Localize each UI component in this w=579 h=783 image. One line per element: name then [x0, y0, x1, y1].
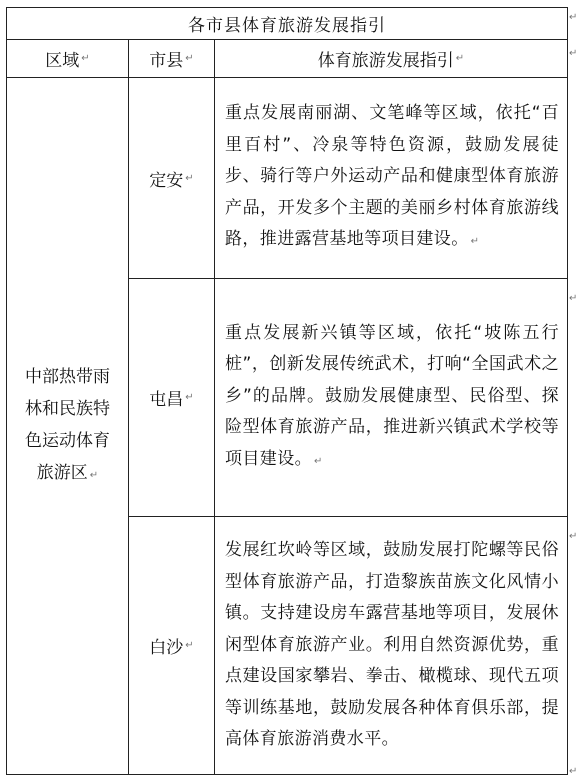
region-name: 中部热带雨林和民族特色运动体育旅游区 [25, 366, 110, 483]
paragraph-mark: ↵ [569, 12, 578, 23]
guide-cell [215, 279, 567, 516]
paragraph-mark: ↵ [470, 236, 480, 248]
guide-text: 重点发展南丽湖、文笔峰等区域，依托“百里百村”、冷泉等特色资源，鼓励发展徒步、骑行等户外运动产品和健康型体育旅游产品，开发多个主题的美丽乡村体育旅游线路，推进露营基地等项目建设。 [225, 103, 559, 250]
header-region-label: 区域 [45, 51, 80, 71]
paragraph-mark: ↵ [185, 640, 194, 651]
paragraph-mark: ↵ [185, 172, 194, 184]
paragraph-mark: ↵ [314, 455, 323, 467]
guide-table [6, 7, 568, 775]
paragraph-mark: ↵ [569, 531, 578, 542]
paragraph-mark: ↵ [81, 53, 90, 64]
county-cell [129, 517, 214, 774]
paragraph-mark: ↵ [89, 469, 99, 481]
header-county-label: 市县 [149, 51, 184, 71]
guide-text: 发展红坎岭等区域，鼓励发展打陀螺等民俗型体育旅游产品，打造黎族苗族文化风情小镇。支持建设房车露营基地等项目，发展休闲型体育旅游产业。利用自然资源优势，重点建设国家攀岩、拳击、橄榄球、现代五项等训练基地，鼓励发展各种体育俱乐部，提高体育旅游消费水平。 [225, 540, 559, 750]
table-title [7, 8, 567, 39]
guide-cell [215, 78, 567, 278]
county-name: 白沙 [149, 638, 184, 658]
paragraph-mark: ↵ [569, 766, 578, 777]
guide-text: 重点发展新兴镇等区域，依托“坡陈五行桩”，创新发展传统武术，打响“全国武术之乡”的品牌。鼓励发展健康型、民俗型、探险型体育旅游产品，推进新兴镇武术学校等项目建设。 [225, 322, 559, 469]
paragraph-mark: ↵ [185, 53, 194, 64]
region-cell [7, 78, 128, 774]
county-name: 屯昌 [149, 390, 184, 410]
header-guide [215, 40, 567, 77]
table-title-text: 各市县体育旅游发展指引 [188, 16, 386, 36]
paragraph-mark: ↵ [569, 48, 578, 59]
county-cell [129, 279, 214, 516]
paragraph-mark: ↵ [185, 392, 194, 403]
paragraph-mark: ↵ [569, 293, 578, 304]
header-region [7, 40, 128, 77]
guide-cell [215, 517, 567, 774]
header-guide-label: 体育旅游发展指引 [317, 51, 454, 71]
county-cell [129, 78, 214, 278]
county-name: 定安 [149, 170, 184, 191]
paragraph-mark: ↵ [455, 53, 465, 64]
header-county [129, 40, 214, 77]
